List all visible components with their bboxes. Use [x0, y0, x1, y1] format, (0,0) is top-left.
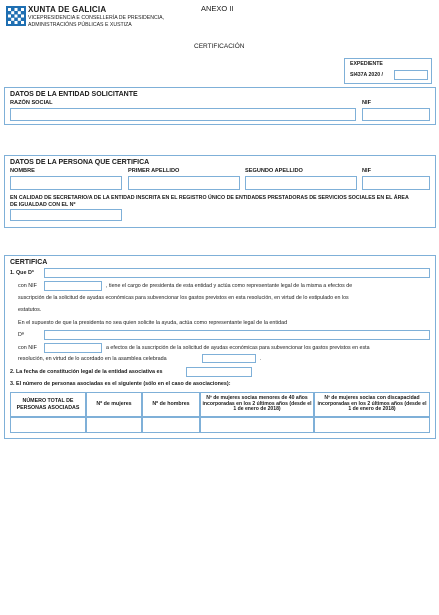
th-mujeres: Nº de mujeres	[96, 401, 132, 408]
representante-nif-input[interactable]	[44, 343, 102, 353]
persona-title: DATOS DE LA PERSONA QUE CERTIFICA	[10, 159, 150, 166]
entidad-nif-input[interactable]	[362, 108, 430, 121]
dept-line-2: ADMINISTRACIÓNS PÚBLICAS E XUSTIZA	[28, 22, 132, 28]
p1-text-6: resolución, en virtud de lo acordado en la asamblea celebrada	[18, 356, 167, 362]
expediente-prefix: SI437A 2020 /	[350, 72, 383, 78]
fecha-constitucion-input[interactable]	[186, 367, 252, 377]
p1-con-nif-label: con NIF	[18, 283, 37, 289]
mujeres-discapacidad-input[interactable]	[314, 417, 430, 433]
p1-text-1: , tiene el cargo de presidenta de esta entidad y actúa como representante legal de la misma a efectos de	[106, 283, 353, 289]
razon-social-label: RAZÓN SOCIAL	[10, 100, 53, 106]
p1-con-nif-label-2: con NIF	[18, 345, 37, 351]
p1-text-2: suscripción de la solicitud de ayudas económicas para subvencionar los gastos previstos en esta resolución, en virtud de lo estipulado en los	[18, 295, 349, 301]
apellido2-input[interactable]	[245, 176, 357, 190]
razon-social-input[interactable]	[10, 108, 356, 121]
persona-nif-input[interactable]	[362, 176, 430, 190]
expediente-label: EXPEDIENTE	[350, 61, 383, 67]
certifica-title: CERTIFICA	[10, 259, 48, 266]
total-asociadas-input[interactable]	[10, 417, 86, 433]
apellido1-label: PRIMER APELLIDO	[128, 168, 180, 174]
calidad-label-2: DE IGUALDAD CON EL Nº	[10, 202, 76, 208]
p1-end-dot: .	[260, 356, 262, 362]
dept-line-1: VICEPRESIDENCIA E CONSELLERÍA DE PRESIDENCIA,	[28, 15, 165, 21]
apellido2-label: SEGUNDO APELLIDO	[245, 168, 303, 174]
mujeres-menores-40-input[interactable]	[200, 417, 314, 433]
expediente-input[interactable]	[394, 70, 428, 80]
th-mujeres-menores-40: Nº de mujeres socias menores de 40 años incorporadas en los 2 últimos años (desde el 1 de enero de 2018)	[202, 394, 312, 413]
xunta-logo-icon	[6, 6, 26, 26]
entidad-nif-label: NIF	[362, 100, 372, 106]
registro-numero-input[interactable]	[10, 209, 122, 221]
asamblea-fecha-input[interactable]	[202, 354, 256, 363]
th-mujeres-discapacidad: Nº de mujeres socias con discapacidad incorporadas en los 2 últimos años (desde el 1 de enero de 2018)	[317, 394, 427, 413]
nombre-label: NOMBRE	[10, 168, 35, 174]
entidad-title: DATOS DE LA ENTIDAD SOLICITANTE	[10, 91, 138, 98]
nombre-input[interactable]	[10, 176, 122, 190]
p1-que-label: 1. Que Dª	[10, 270, 34, 276]
p2-text: 2. La fecha de constitución legal de la entidad asociativa es	[10, 369, 163, 375]
th-hombres: Nº de hombres	[152, 401, 190, 408]
xunta-logo	[6, 6, 26, 26]
org-name: XUNTA DE GALICIA	[28, 5, 107, 14]
p3-text: 3. El número de personas asociadas es el siguiente (sólo en el caso de asociaciones):	[10, 381, 231, 387]
apellido1-input[interactable]	[128, 176, 240, 190]
p1-da-label: Dª	[18, 332, 24, 338]
mujeres-input[interactable]	[86, 417, 142, 433]
p1-text-5: a efectos de la suscripción de la solicitud de ayudas económicas para subvencionar los gastos previstos en esta	[106, 345, 370, 351]
p1-text-4: En el supuesto de que la presidenta no sea quien solicite la ayuda, actúa como representante legal de la entidad	[18, 320, 288, 326]
document-title: CERTIFICACIÓN	[194, 43, 245, 50]
p1-text-3: estatutos.	[18, 307, 42, 313]
annex-label: ANEXO II	[201, 4, 234, 13]
presidenta-name-input[interactable]	[44, 268, 430, 278]
representante-name-input[interactable]	[44, 330, 430, 340]
th-total-asociadas: NÚMERO TOTAL DE PERSONAS ASOCIADAS	[16, 398, 80, 411]
persona-nif-label: NIF	[362, 168, 372, 174]
hombres-input[interactable]	[142, 417, 200, 433]
presidenta-nif-input[interactable]	[44, 281, 102, 291]
calidad-label: EN CALIDAD DE SECRETARIO/A DE LA ENTIDAD INSCRITA EN EL REGISTRO ÚNICO DE ENTIDADES PRESTADORAS DE SERVICIOS SOCIALES EN EL ÁREA	[10, 195, 409, 201]
